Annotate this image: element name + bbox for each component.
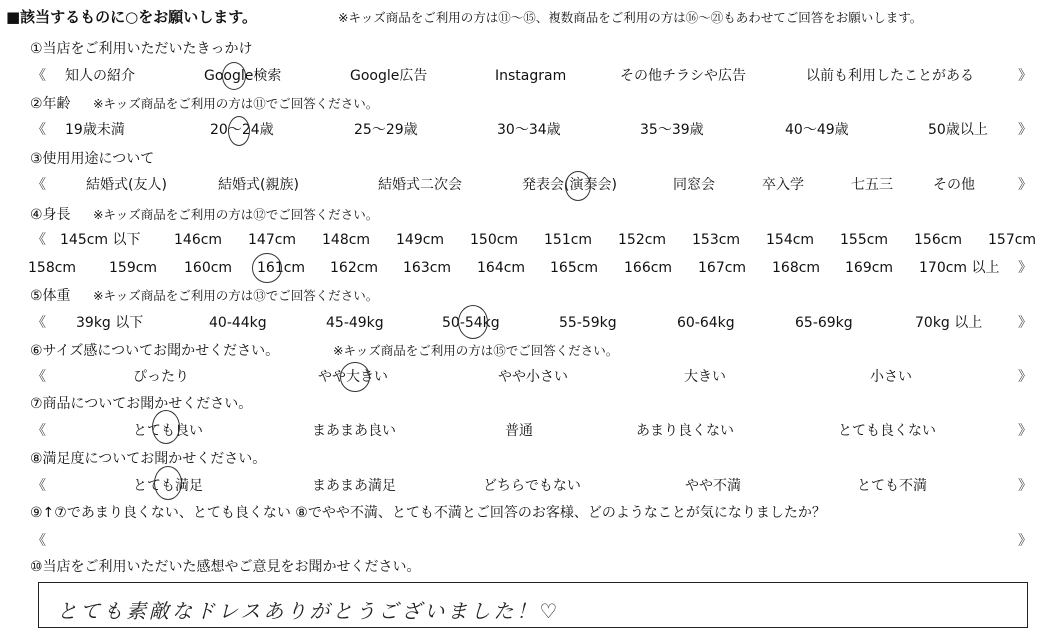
- q4-option[interactable]: 163cm: [403, 260, 452, 276]
- q5-option[interactable]: 50-54kg: [442, 315, 500, 331]
- q4-option[interactable]: 156cm: [914, 232, 963, 248]
- q7-option[interactable]: とても良くない: [838, 423, 936, 439]
- q6-note: ※キッズ商品をご利用の方は⑮でご回答ください。: [333, 343, 619, 358]
- q4-note: ※キッズ商品をご利用の方は⑫でご回答ください。: [93, 207, 379, 222]
- bracket-close: 》: [1018, 177, 1032, 193]
- q4-option[interactable]: 150cm: [470, 232, 519, 248]
- q1-option[interactable]: Google広告: [350, 68, 428, 84]
- form-title: ■該当するものに○をお願いします。: [6, 8, 258, 26]
- q6-option[interactable]: 小さい: [870, 369, 912, 385]
- q1-option[interactable]: 知人の紹介: [65, 68, 135, 84]
- selection-circle: [152, 410, 180, 444]
- q4-option[interactable]: 155cm: [840, 232, 889, 248]
- q3-option[interactable]: 七五三: [851, 177, 893, 193]
- form-note: ※キッズ商品をご利用の方は⑪～⑮、複数商品をご利用の方は⑯～㉑もあわせてご回答をお願いします。: [338, 10, 923, 25]
- q4-option[interactable]: 164cm: [477, 260, 526, 276]
- bracket-close: 》: [1018, 369, 1032, 385]
- q4-option[interactable]: 145cm 以下: [60, 232, 141, 248]
- q4-option[interactable]: 151cm: [544, 232, 593, 248]
- bracket-open: 《: [32, 177, 46, 193]
- selection-circle: [154, 466, 182, 500]
- q4-option[interactable]: 149cm: [396, 232, 445, 248]
- q7-option[interactable]: 普通: [505, 423, 533, 439]
- bracket-close: 》: [1018, 68, 1032, 84]
- q6-option[interactable]: やや大きい: [318, 369, 388, 385]
- bracket-open: 《: [32, 68, 46, 84]
- q3-option[interactable]: 結婚式(友人): [86, 177, 167, 193]
- q8-option[interactable]: やや不満: [685, 478, 741, 494]
- bracket-open: 《: [32, 533, 46, 549]
- q4-option[interactable]: 148cm: [322, 232, 371, 248]
- q7-label: ⑦商品についてお聞かせください。: [30, 396, 253, 412]
- q8-option[interactable]: とても満足: [133, 478, 203, 494]
- q3-option[interactable]: 卒入学: [762, 177, 804, 193]
- q3-option[interactable]: 同窓会: [673, 177, 715, 193]
- q2-option[interactable]: 40～49歳: [785, 122, 849, 138]
- bracket-close: 》: [1018, 315, 1032, 331]
- q4-option[interactable]: 154cm: [766, 232, 815, 248]
- selection-circle: [222, 62, 246, 90]
- q4-option[interactable]: 170cm 以上: [919, 260, 1000, 276]
- selection-circle: [565, 171, 591, 201]
- q5-option[interactable]: 39kg 以下: [76, 315, 144, 331]
- selection-circle: [458, 305, 488, 339]
- q5-option[interactable]: 40-44kg: [209, 315, 267, 331]
- bracket-open: 《: [32, 369, 46, 385]
- q5-label: ⑤体重: [30, 288, 71, 304]
- bracket-open: 《: [32, 232, 46, 248]
- q3-option[interactable]: 結婚式(親族): [218, 177, 299, 193]
- q4-option[interactable]: 169cm: [845, 260, 894, 276]
- q4-option[interactable]: 147cm: [248, 232, 297, 248]
- q4-option[interactable]: 160cm: [184, 260, 233, 276]
- q8-option[interactable]: とても不満: [857, 478, 927, 494]
- bracket-open: 《: [32, 122, 46, 138]
- q2-option[interactable]: 20～24歳: [210, 122, 274, 138]
- q6-option[interactable]: やや小さい: [498, 369, 568, 385]
- q5-option[interactable]: 55-59kg: [559, 315, 617, 331]
- q4-label: ④身長: [30, 207, 71, 223]
- q3-option[interactable]: 結婚式二次会: [378, 177, 462, 193]
- comment-answer-box[interactable]: [38, 582, 1028, 628]
- q4-option[interactable]: 167cm: [698, 260, 747, 276]
- q9-label: ⑨↑⑦であまり良くない、とても良くない ⑧でやや不満、とても不満とご回答のお客様、どのようなことが気になりましたか？: [30, 505, 826, 521]
- q4-option[interactable]: 159cm: [109, 260, 158, 276]
- selection-circle: [252, 253, 282, 283]
- q4-option[interactable]: 158cm: [28, 260, 77, 276]
- q8-label: ⑧満足度についてお聞かせください。: [30, 451, 267, 467]
- q4-option[interactable]: 161cm: [257, 260, 306, 276]
- q5-option[interactable]: 45-49kg: [326, 315, 384, 331]
- selection-circle: [228, 116, 250, 146]
- q1-option[interactable]: その他チラシや広告: [620, 68, 746, 84]
- q2-option[interactable]: 35～39歳: [640, 122, 704, 138]
- q6-option[interactable]: ぴったり: [133, 369, 189, 385]
- q5-option[interactable]: 60-64kg: [677, 315, 735, 331]
- q4-option[interactable]: 153cm: [692, 232, 741, 248]
- q2-option[interactable]: 25～29歳: [354, 122, 418, 138]
- q2-option[interactable]: 30～34歳: [497, 122, 561, 138]
- q1-label: ①当店をご利用いただいたきっかけ: [30, 41, 253, 57]
- q3-label: ③使用用途について: [30, 151, 155, 167]
- q10-label: ⑩当店をご利用いただいた感想やご意見をお聞かせください。: [30, 559, 421, 575]
- q8-option[interactable]: どちらでもない: [483, 478, 581, 494]
- q5-option[interactable]: 70kg 以上: [915, 315, 983, 331]
- handwritten-comment: とても素敵なドレスありがとうございました！♡: [57, 599, 561, 623]
- q4-option[interactable]: 162cm: [330, 260, 379, 276]
- q3-option[interactable]: その他: [933, 177, 975, 193]
- q7-option[interactable]: あまり良くない: [636, 423, 734, 439]
- bracket-close: 》: [1018, 122, 1032, 138]
- bracket-close: 》: [1018, 423, 1032, 439]
- q1-option[interactable]: Google検索: [204, 68, 282, 84]
- q2-label: ②年齢: [30, 96, 71, 112]
- q4-option[interactable]: 166cm: [624, 260, 673, 276]
- q5-option[interactable]: 65-69kg: [795, 315, 853, 331]
- q8-option[interactable]: まあまあ満足: [312, 478, 396, 494]
- q6-label: ⑥サイズ感についてお聞かせください。: [30, 343, 280, 359]
- q7-option[interactable]: まあまあ良い: [312, 423, 396, 439]
- bracket-open: 《: [32, 423, 46, 439]
- q2-note: ※キッズ商品をご利用の方は⑪でご回答ください。: [93, 96, 379, 111]
- q4-option[interactable]: 152cm: [618, 232, 667, 248]
- q4-option[interactable]: 165cm: [550, 260, 599, 276]
- q4-option[interactable]: 146cm: [174, 232, 223, 248]
- bracket-close: 》: [1018, 533, 1032, 549]
- q7-option[interactable]: とても良い: [133, 423, 203, 439]
- selection-circle: [340, 362, 370, 392]
- q6-option[interactable]: 大きい: [684, 369, 726, 385]
- q5-note: ※キッズ商品をご利用の方は⑬でご回答ください。: [93, 288, 379, 303]
- q4-option[interactable]: 168cm: [772, 260, 821, 276]
- q3-option[interactable]: 発表会(演奏会): [522, 177, 617, 193]
- bracket-close: 》: [1018, 478, 1032, 494]
- bracket-close: 》: [1018, 260, 1032, 276]
- bracket-open: 《: [32, 315, 46, 331]
- q1-option[interactable]: 以前も利用したことがある: [806, 68, 974, 84]
- q1-option[interactable]: Instagram: [495, 68, 567, 84]
- bracket-open: 《: [32, 478, 46, 494]
- q4-option[interactable]: 157cm: [988, 232, 1037, 248]
- q2-option[interactable]: 50歳以上: [928, 122, 988, 138]
- q2-option[interactable]: 19歳未満: [65, 122, 125, 138]
